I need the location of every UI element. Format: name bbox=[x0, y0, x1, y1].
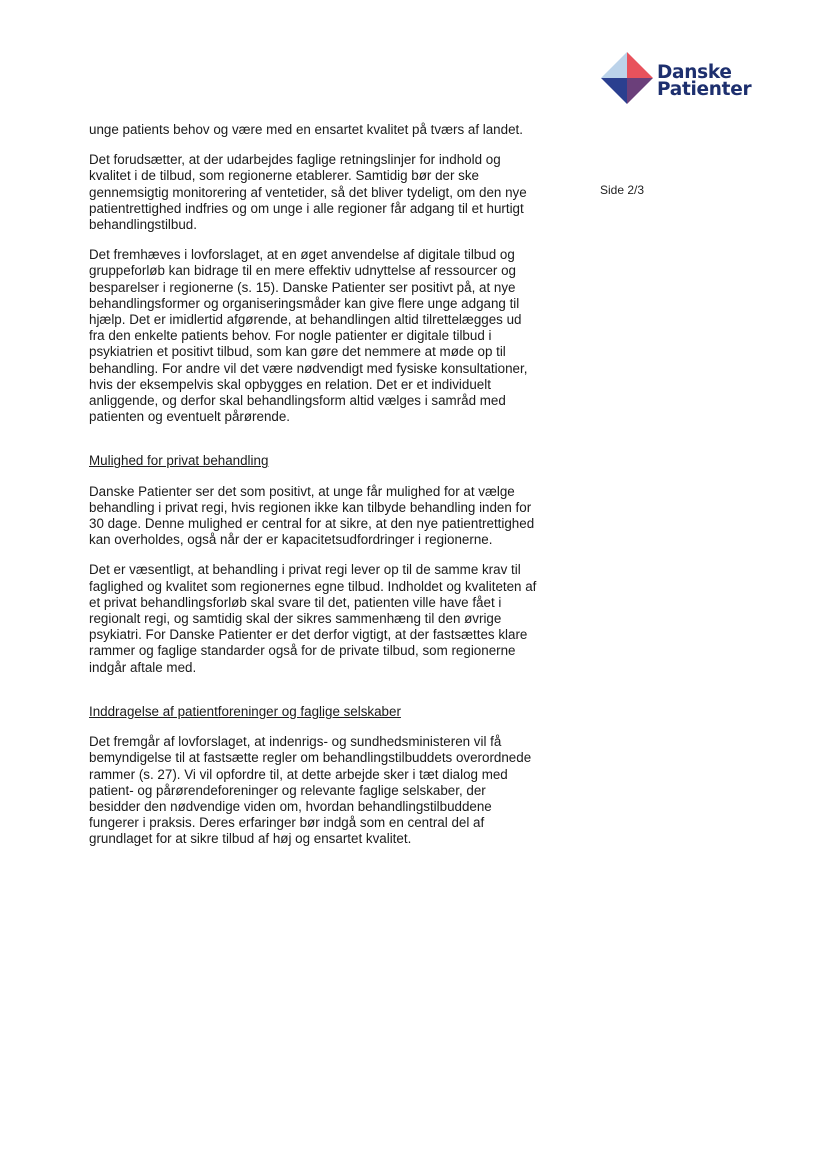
page-number: Side 2/3 bbox=[600, 183, 645, 197]
paragraph: Det fremgår af lovforslaget, at indenrigs- og sundhedsministeren vil få bemyndigelse til at fastsætte regler om behandlingstilbuddets overordnede rammer (s. 27). Vi vil opfordre til, at dette arbejde sker i tæt dialog med patient- og pårørendeforeninger og relevante faglige selskaber, der besidder den nødvendige viden om, hvordan behandlingstilbuddene fungerer i praksis. Deres erfaringer bør indgå som en central del af grundlaget for at sikre tilbud af høj og ensartet kvalitet. bbox=[89, 734, 532, 847]
paragraph: unge patients behov og være med en ensartet kvalitet på tværs af landet. bbox=[89, 122, 523, 137]
logo-line-1: Danske bbox=[657, 62, 732, 83]
logo-diamond-icon bbox=[599, 50, 655, 106]
paragraph: Det forudsætter, at der udarbejdes faglige retningslinjer for indhold og kvalitet i de tilbud, som regionerne etablerer. Samtidig bør der ske gennemsigtig monitorering af ventetider, så det bliver tydeligt, om den nye patientrettighed indfries og om unge i alle regioner får adgang til et hurtigt behandlingstilbud. bbox=[89, 152, 527, 233]
logo-line-2: Patienter bbox=[657, 79, 752, 100]
letter-body bbox=[89, 122, 539, 862]
section-heading: Mulighed for privat behandling bbox=[89, 453, 269, 469]
paragraph: Danske Patienter ser det som positivt, at unge får mulighed for at vælge behandling i privat regi, hvis regionen ikke kan tilbyde behandling inden for 30 dage. Denne mulighed er central for at sikre, at den nye patientrettighed kan overholdes, også når der er kapacitetsudfordringer i regionerne. bbox=[89, 483, 535, 548]
paragraph: Det fremhæves i lovforslaget, at en øget anvendelse af digitale tilbud og gruppeforløb kan bidrage til en mere effektiv udnyttelse af ressourcer og besparelser i regionerne (s. 15). Danske Patienter ser positivt på, at nye behandlingsformer og organiseringsmåder kan give flere unge adgang til hjælp. Det er imidlertid afgørende, at behandlingen altid tilrettelægges ud fra den enkelte patients behov. For nogle patienter er digitale tilbud i psykiatrien et positivt tilbud, som kan gøre det nemmere at møde op til behandling. For andre vil det være nødvendigt med fysiske konsultationer, hvis der eksempelvis skal opbygges en relation. Det er et individuelt anliggende, og derfor skal behandlingsform altid vælges i samråd med patienten og eventuelt pårørende. bbox=[89, 247, 528, 425]
section-heading: Inddragelse af patientforeninger og faglige selskaber bbox=[89, 703, 401, 719]
danske-patienter-logo bbox=[599, 50, 759, 110]
paragraph: Det er væsentligt, at behandling i privat regi lever op til de samme krav til faglighed og kvalitet som regionernes egne tilbud. Indholdet og kvaliteten af et privat behandlingsforløb skal svare til det, patienten ville have fået i regionalt regi, og samtidig skal der sikres sammenhæng til den øvrige psykiatri. For Danske Patienter er det derfor vigtigt, at der fastsættes klare rammer og faglige standarder også for de private tilbud, som regionerne indgår aftale med. bbox=[89, 562, 537, 675]
logo-text bbox=[657, 64, 751, 98]
